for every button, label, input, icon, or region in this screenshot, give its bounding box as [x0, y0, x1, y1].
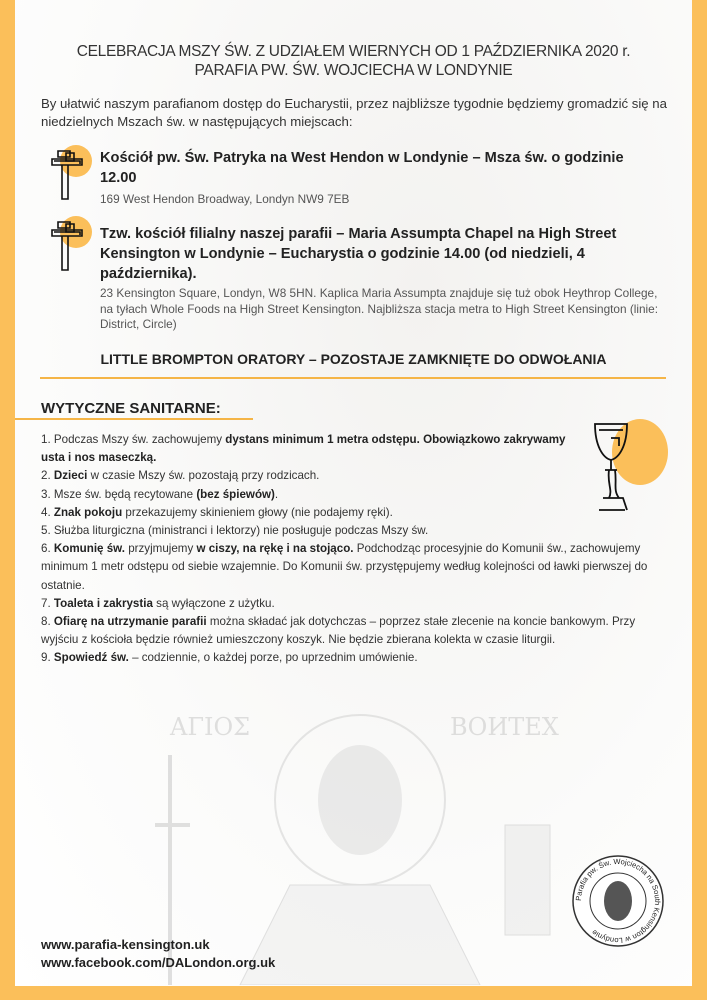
guideline-emphasis: Spowiedź św. [53, 651, 129, 665]
icon-inscription-right: ВОИТЕХ [450, 713, 559, 741]
guideline-item [41, 431, 581, 467]
guideline-text: 4. [41, 505, 54, 519]
guideline-emphasis: dystans minimum 1 metra odstępu. Obowiązkowo zakrywamy usta i nos maseczką. [41, 433, 566, 465]
guideline-item [41, 486, 661, 504]
guideline-text: 9. [41, 651, 54, 665]
guideline-emphasis: (bez śpiewów) [196, 487, 275, 501]
guideline-item [41, 595, 661, 613]
guideline-emphasis: Toaleta i zakrystia [53, 596, 153, 610]
guideline-text: 2. [41, 469, 54, 483]
guideline-item [41, 522, 661, 540]
intro-text: By ułatwić naszym parafianom dostęp do Eucharystii, przez najbliższe tygodnie będziemy gromadzić się na niedzielnych Mszach św. w następujących miejscach: [41, 96, 667, 129]
guideline-text: przekazujemy skinieniem głowy (nie podajemy ręki). [122, 505, 393, 519]
guideline-text: można składać jak dotychczas – poprzez stałe zlecenie na koncie bankowym. Przy wyjściu z kościoła będzie również umieszczony koszyk. Nie będzie zbierana kolekta w czasie liturgii. [41, 615, 636, 647]
seal-text: Parafia pw. Św. Wojciecha na South Kensington w Londynie [573, 856, 663, 946]
guideline-item [41, 613, 661, 649]
guideline-text: – codziennie, o każdej porze, po uprzednim umówienie. [128, 651, 418, 665]
location-1-address: 169 West Hendon Broadway, Londyn NW9 7EB [100, 192, 350, 206]
guideline-item [41, 504, 661, 522]
banner-divider [40, 377, 666, 379]
guideline-emphasis: w ciszy, na rękę i na stojąco. [196, 542, 354, 556]
guideline-text: 6. [41, 542, 54, 556]
guideline-text: 3. Msze św. będą recytowane [41, 487, 197, 501]
poster-subtitle: PARAFIA PW. ŚW. WOJCIECHA W LONDYNIE [194, 62, 513, 79]
cross-icon [48, 143, 98, 203]
guideline-emphasis: Komunię św. [53, 542, 125, 556]
guideline-text: . [274, 487, 279, 501]
cross-icon [48, 214, 98, 274]
heading-divider [15, 418, 253, 420]
facebook-link[interactable]: www.facebook.com/DALondon.org.uk [41, 955, 276, 970]
saint-icon-image [150, 705, 570, 985]
guideline-item [41, 649, 661, 667]
guideline-text: 8. [41, 615, 54, 629]
guideline-text: 1. Podczas Mszy św. zachowujemy [41, 433, 226, 446]
guideline-text: Podchodząc procesyjnie do Komunii św., zachowujemy minimum 1 metr odstępu od siebie wzajemnie. Do Komunii św. przystępujemy według kolejności od ławki pierwszej do ostatnie. [41, 542, 648, 592]
icon-inscription-left: ΑΓΙΟΣ [170, 713, 251, 741]
guideline-emphasis: Dzieci [53, 469, 88, 483]
location-2-title: Tzw. kościół filialny naszej parafii – Maria Assumpta Chapel na High Street Kensington w Londynie – Eucharystia o godzinie 14.00 (od niedzieli, 4 października). [100, 226, 617, 282]
guideline-text: są wyłączone z użytku. [152, 596, 275, 610]
guidelines-heading: WYTYCZNE SANITARNE: [41, 400, 221, 417]
guideline-emphasis: Ofiarę na utrzymanie parafii [53, 615, 207, 629]
location-1-title: Kościół pw. Św. Patryka na West Hendon w Londynie – Msza św. o godzinie 12.00 [100, 150, 624, 186]
location-2-address: 23 Kensington Square, Londyn, W8 5HN. Kaplica Maria Assumpta znajduje się tuż obok Heythrop College, na tyłach Whole Foods na High Street Kensington. Najbliższa stacja metra to High Street Kensington (linie: District, Circle) [100, 286, 659, 331]
guideline-text: w czasie Mszy św. pozostają przy rodzicach. [87, 469, 320, 483]
guideline-text: przyjmujemy [124, 542, 197, 556]
closure-banner: LITTLE BROMPTON ORATORY – POZOSTAJE ZAMKNIĘTE DO ODWOŁANIA [100, 351, 607, 367]
guideline-emphasis: Znak pokoju [53, 505, 123, 519]
guideline-item [41, 467, 661, 485]
website-link[interactable]: www.parafia-kensington.uk [41, 937, 210, 952]
guideline-item [41, 540, 661, 595]
guideline-text: 7. [41, 596, 54, 610]
guidelines-list [41, 431, 661, 668]
parish-seal-logo [570, 853, 666, 949]
guideline-text: 5. Służba liturgiczna (ministranci i lektorzy) nie posługuje podczas Mszy św. [41, 524, 429, 538]
poster-title: CELEBRACJA MSZY ŚW. Z UDZIAŁEM WIERNYCH OD 1 PAŹDZIERNIKA 2020 r. [76, 43, 631, 60]
